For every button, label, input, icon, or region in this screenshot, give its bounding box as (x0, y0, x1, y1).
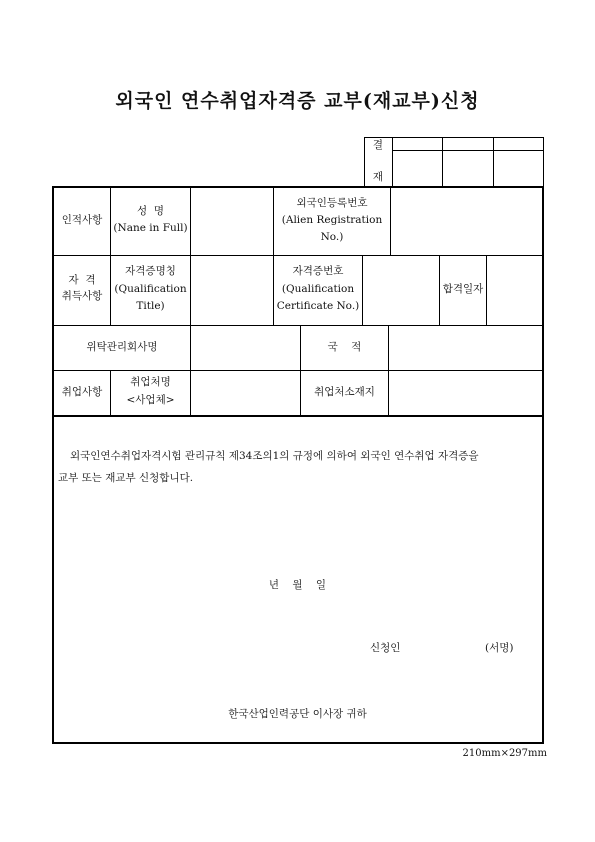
qualification-title-label-en2: Title) (136, 300, 165, 312)
employment-section-label: 취업사항 (61, 386, 103, 398)
workplace-label-sub: <사업체> (126, 394, 175, 406)
page-title: 외국인 연수취업자격증 교부(재교부)신청 (115, 90, 480, 112)
pass-date-field[interactable] (487, 258, 541, 323)
workplace-location-label: 취업처소재지 (314, 386, 375, 398)
name-label: 성 명 (137, 205, 164, 217)
paper-size-note: 210mm×297mm (462, 748, 547, 759)
certificate-number-field[interactable] (363, 258, 439, 323)
certificate-number-label-en1: (Qualification (281, 283, 355, 295)
qualification-title-field[interactable] (191, 258, 273, 323)
nationality-field[interactable] (389, 328, 541, 368)
signature-label: (서명) (485, 642, 514, 654)
workplace-field[interactable] (191, 373, 300, 413)
name-field[interactable] (191, 190, 273, 255)
application-statement (58, 445, 540, 489)
personal-section-label: 인적사항 (61, 214, 103, 226)
certificate-number-label-en2: Certificate No.) (276, 300, 360, 312)
applicant-label: 신청인 (370, 642, 401, 654)
qualification-section-label-1: 자 격 (68, 274, 96, 286)
trust-company-field[interactable] (191, 328, 300, 368)
qualification-title-label: 자격증명칭 (125, 265, 176, 277)
nationality-label: 국 적 (327, 341, 362, 353)
approval-label-bottom: 재 (372, 171, 384, 183)
alien-registration-field[interactable] (391, 190, 541, 255)
certificate-number-label: 자격증번호 (292, 265, 344, 277)
statement-line-2: 교부 또는 재교부 신청합니다. (58, 472, 194, 484)
name-label-en: (Nane in Full) (113, 222, 188, 234)
pass-date-label: 합격일자 (442, 283, 484, 295)
approval-label-top: 결 (372, 139, 384, 151)
alien-registration-label-en2: No.) (320, 231, 344, 243)
qualification-section-label-2: 취득사항 (61, 290, 103, 302)
qualification-title-label-en1: (Qualification (114, 283, 187, 295)
alien-registration-label: 외국인등록번호 (296, 197, 368, 209)
statement-line-1: 외국인연수취업자격시험 관리규칙 제34조의1의 규정에 의하여 외국인 연수취업 자격증을 (70, 450, 479, 462)
alien-registration-label-en: (Alien Registration (281, 214, 383, 226)
trust-company-label: 위탁관리회사명 (86, 341, 158, 353)
date-line: 년 월 일 (268, 579, 327, 591)
addressee: 한국산업인력공단 이사장 귀하 (228, 708, 367, 720)
workplace-location-field[interactable] (389, 373, 541, 413)
workplace-label: 취업처명 (130, 376, 171, 388)
